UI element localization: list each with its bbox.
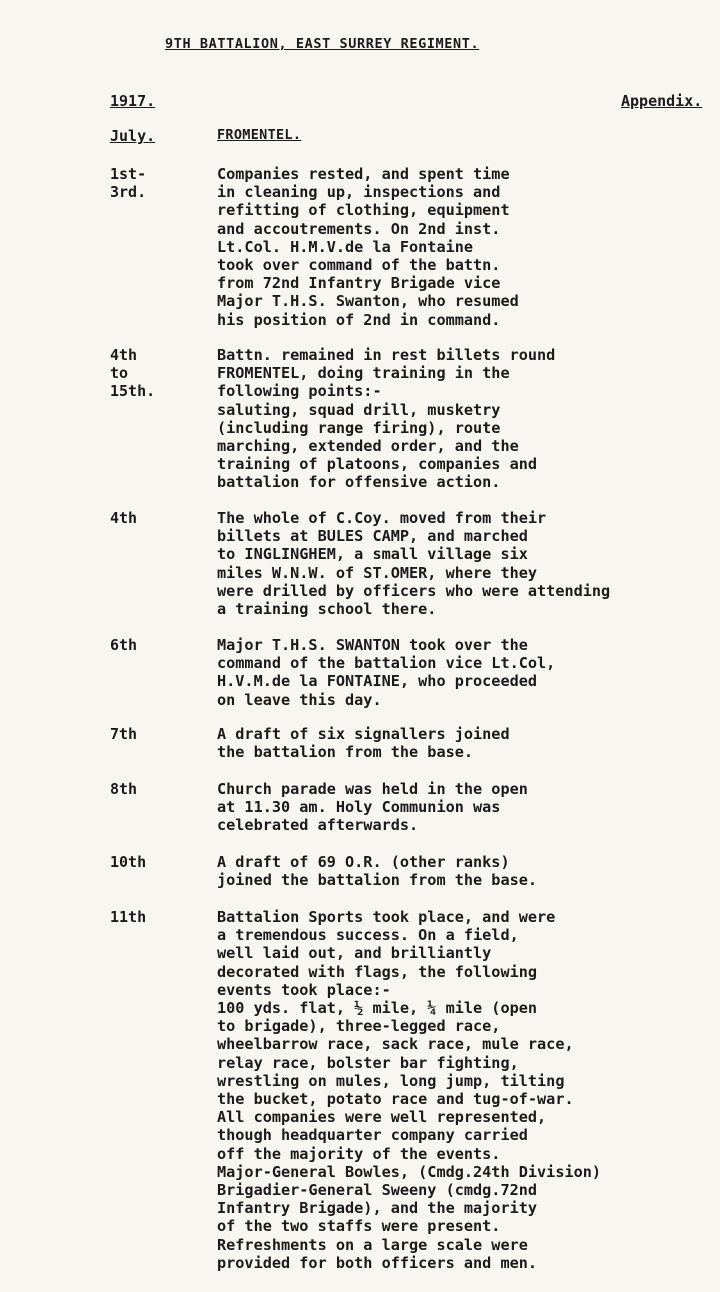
entry-date: 4th bbox=[110, 509, 138, 527]
entry-text: A draft of 69 O.R. (other ranks) joined the battalion from the base. bbox=[217, 853, 538, 890]
entry-date: 7th bbox=[110, 725, 138, 743]
entry-date: 11th bbox=[110, 908, 147, 926]
entry-date: 1st- 3rd. bbox=[110, 165, 147, 202]
entry-text: Battalion Sports took place, and were a tremendous success. On a field, well laid out, and brilliantly decorated with flags, the following events took place:- 100 yds. flat, ½ mile, ¼ mile (open to brigade), three-legged race, wheelbarrow race, sack race, mule race, relay race, bolster bar fighting, wrestling on mules, long jump, tilting the bucket, potato race and tug-of-war. All companies were well represented, though headquarter company carried off the majority of the events. Major-General Bowles, (Cmdg.24th Division) Brigadier-General Sweeny (cmdg.72nd Infantry Brigade), and the majority of the two staffs were present. Refreshments on a large scale were provided for both officers and men. bbox=[217, 908, 602, 1272]
entry-text: A draft of six signallers joined the battalion from the base. bbox=[217, 725, 510, 762]
place-heading: FROMENTEL. bbox=[217, 127, 302, 143]
entry-date: 10th bbox=[110, 853, 147, 871]
entry-date: 8th bbox=[110, 780, 138, 798]
document-title: 9TH BATTALION, EAST SURREY REGIMENT. bbox=[165, 36, 480, 52]
entry-text: Church parade was held in the open at 11.30 am. Holy Communion was celebrated afterwards. bbox=[217, 780, 528, 835]
entry-text: The whole of C.Coy. moved from their billets at BULES CAMP, and marched to INGLINGHEM, a small village six miles W.N.W. of ST.OMER, where they were drilled by officers who were attending a training school there. bbox=[217, 509, 611, 619]
entry-text: Companies rested, and spent time in cleaning up, inspections and refitting of clothing, equipment and accoutrements. On 2nd inst. Lt.Col. H.M.V.de la Fontaine took over command of the battn. from 72nd Infantry Brigade vice Major T.H.S. Swanton, who resumed his position of 2nd in command. bbox=[217, 165, 519, 329]
entry-text: Battn. remained in rest billets round FROMENTEL, doing training in the following points:- saluting, squad drill, musketry (including range firing), route marching, extended order, and the training of platoons, companies and battalion for offensive action. bbox=[217, 346, 556, 492]
year-heading: 1917. bbox=[110, 92, 156, 110]
month-heading: July. bbox=[110, 127, 156, 145]
entry-text: Major T.H.S. SWANTON took over the command of the battalion vice Lt.Col, H.V.M.de la FONTAINE, who proceeded on leave this day. bbox=[217, 636, 556, 709]
appendix-label: Appendix. bbox=[621, 92, 703, 110]
entry-date: 6th bbox=[110, 636, 138, 654]
entry-date: 4th to 15th. bbox=[110, 346, 156, 401]
